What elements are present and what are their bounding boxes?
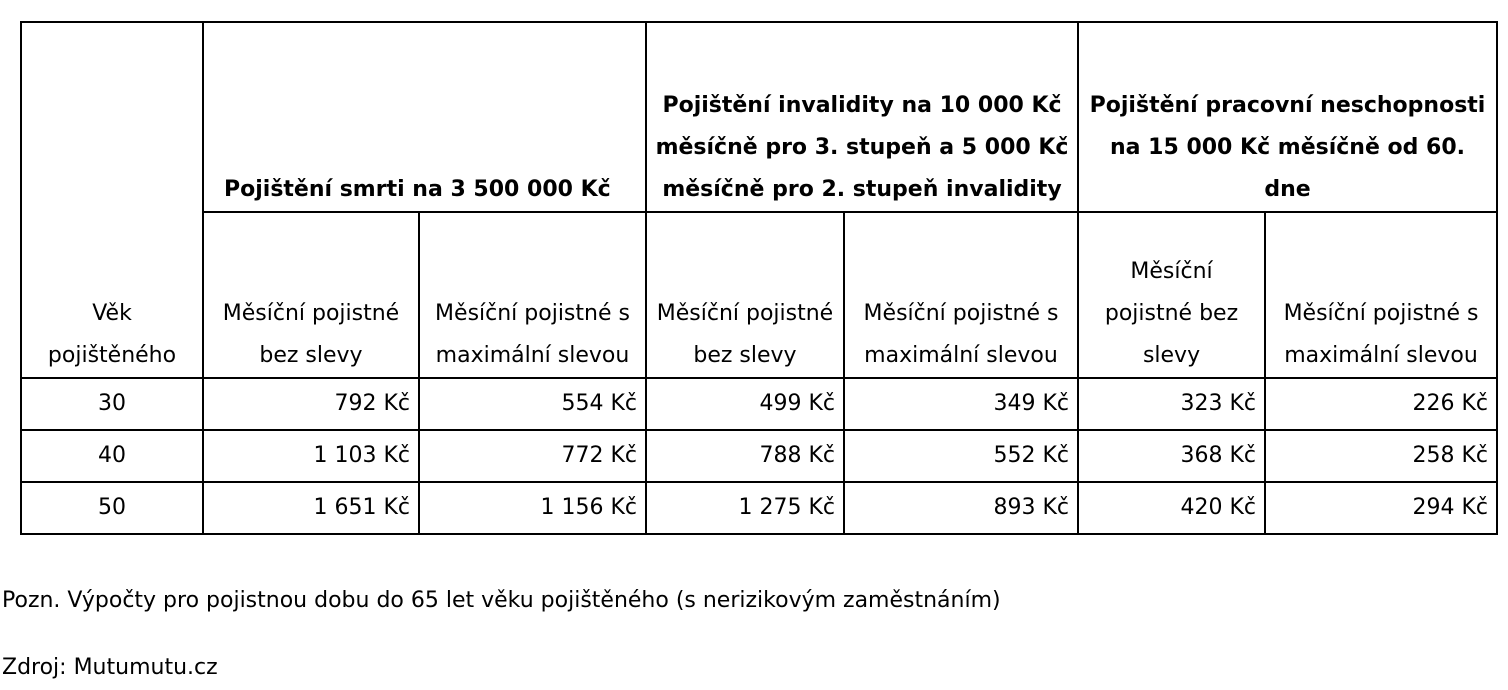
subheader-death-no-discount: Měsíční pojistné bez slevy bbox=[203, 212, 419, 378]
source-credit: Zdroj: Mutumutu.cz bbox=[2, 655, 218, 680]
value-cell: 258 Kč bbox=[1265, 430, 1497, 482]
group-header-disability: Pojištění invalidity na 10 000 Kč měsíčně pro 3. stupeň a 5 000 Kč měsíčně pro 2. stupeň invalidity bbox=[646, 22, 1078, 212]
subheader-disability-no-discount: Měsíční pojistné bez slevy bbox=[646, 212, 844, 378]
group-header-death: Pojištění smrti na 3 500 000 Kč bbox=[203, 22, 646, 212]
value-cell: 554 Kč bbox=[419, 378, 646, 430]
subheader-disability-max-discount: Měsíční pojistné s maximální slevou bbox=[844, 212, 1078, 378]
subheader-incapacity-max-discount: Měsíční pojistné s maximální slevou bbox=[1265, 212, 1497, 378]
table-row bbox=[21, 430, 1497, 482]
age-cell: 40 bbox=[21, 430, 203, 482]
age-header: Věk pojištěného bbox=[21, 22, 203, 378]
insurance-premium-table bbox=[20, 21, 1498, 535]
value-cell: 349 Kč bbox=[844, 378, 1078, 430]
group-header-work-incapacity: Pojištění pracovní neschopnosti na 15 000 Kč měsíčně od 60. dne bbox=[1078, 22, 1497, 212]
subheader-death-max-discount: Měsíční pojistné s maximální slevou bbox=[419, 212, 646, 378]
value-cell: 893 Kč bbox=[844, 482, 1078, 534]
value-cell: 499 Kč bbox=[646, 378, 844, 430]
value-cell: 226 Kč bbox=[1265, 378, 1497, 430]
value-cell: 1 275 Kč bbox=[646, 482, 844, 534]
footnote: Pozn. Výpočty pro pojistnou dobu do 65 let věku pojištěného (s nerizikovým zaměstnáním) bbox=[2, 588, 1001, 613]
table-row bbox=[21, 378, 1497, 430]
value-cell: 772 Kč bbox=[419, 430, 646, 482]
header-row-subheaders bbox=[21, 212, 1497, 378]
value-cell: 294 Kč bbox=[1265, 482, 1497, 534]
subheader-incapacity-no-discount: Měsíční pojistné bez slevy bbox=[1078, 212, 1265, 378]
value-cell: 1 156 Kč bbox=[419, 482, 646, 534]
header-row-groups bbox=[21, 22, 1497, 212]
value-cell: 1 651 Kč bbox=[203, 482, 419, 534]
value-cell: 788 Kč bbox=[646, 430, 844, 482]
table-row bbox=[21, 482, 1497, 534]
age-cell: 50 bbox=[21, 482, 203, 534]
value-cell: 368 Kč bbox=[1078, 430, 1265, 482]
value-cell: 323 Kč bbox=[1078, 378, 1265, 430]
value-cell: 420 Kč bbox=[1078, 482, 1265, 534]
value-cell: 1 103 Kč bbox=[203, 430, 419, 482]
value-cell: 792 Kč bbox=[203, 378, 419, 430]
value-cell: 552 Kč bbox=[844, 430, 1078, 482]
age-cell: 30 bbox=[21, 378, 203, 430]
